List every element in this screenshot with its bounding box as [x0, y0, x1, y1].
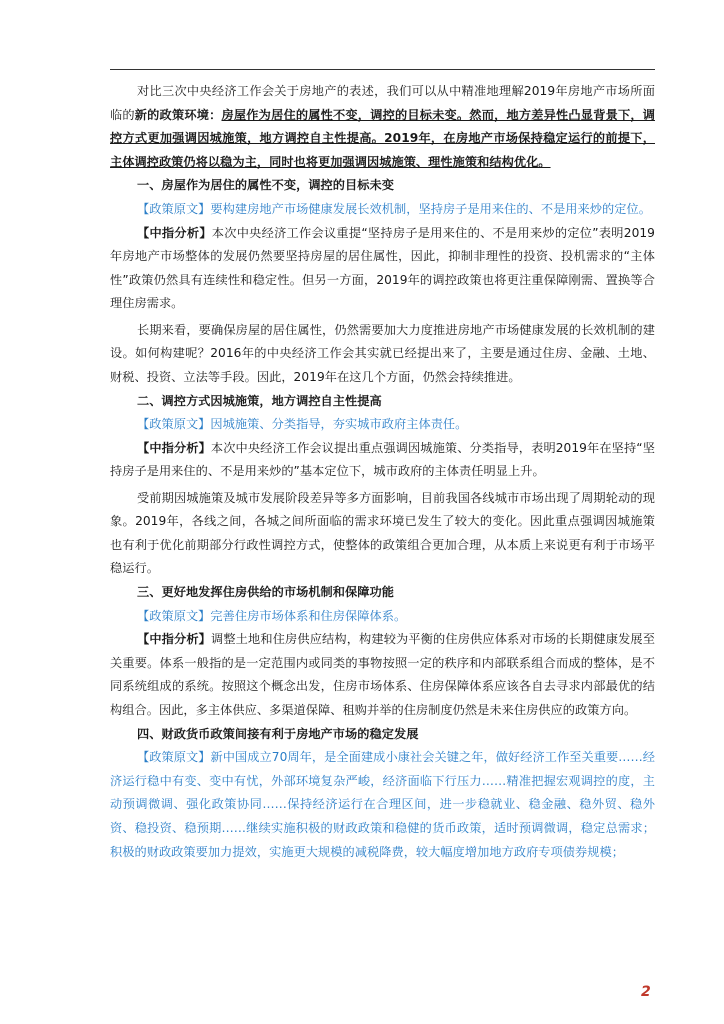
- section-2-heading: 二、调控方式因城施策，地方调控自主性提高: [137, 393, 382, 408]
- section-3-analysis-label: 【中指分析】: [137, 632, 212, 647]
- section-1-analysis-text: 本次中央经济工作会议重提“坚持房子是用来住的、不是用来炒的定位”表明2019年房地产市场整体的发展仍然要坚持房屋的居住属性，因此，抑制非理性的投资、投机需求的“主体性”政策仍然具有连续性和稳定性。但另一方面，2019年的调控政策也将更注重保障刚需、置换等合理住房需求。: [110, 225, 655, 311]
- section-1-policy: 【政策原文】要构建房地产市场健康发展长效机制，坚持房子是用来住的、不是用来炒的定位。: [137, 201, 651, 216]
- section-1-heading: 一、房屋作为居住的属性不变，调控的目标未变: [137, 178, 394, 193]
- intro-lead: 对比三次中央经济工作会关于房地产的表述，我们可以从中精准地理解2019年房地产市场所面临的: [110, 84, 655, 122]
- section-3-analysis: [110, 628, 655, 722]
- header-rule: [110, 69, 655, 70]
- section-3-policy: 【政策原文】完善住房市场体系和住房保障体系。: [137, 608, 407, 623]
- section-3-heading: 三、更好地发挥住房供给的市场机制和保障功能: [137, 585, 394, 600]
- section-2-policy: 【政策原文】因城施策、分类指导，夯实城市政府主体责任。: [137, 417, 468, 432]
- section-3-analysis-text: 调整土地和住房供应结构，构建较为平衡的住房供应体系对市场的长期健康发展至关重要。体系一般指的是一定范围内或同类的事物按照一定的秩序和内部联系组合而成的整体，是不同系统组成的系统。按照这个概念出发，住房市场体系、住房保障体系应该各自去寻求内部最优的结构组合。因此，多主体供应、多渠道保障、租购并举的住房制度仍然是未来住房供应的政策方向。: [110, 632, 655, 718]
- section-1-analysis: [110, 222, 655, 316]
- section-1-extra: 长期来看，要确保房屋的居住属性，仍然需要加大力度推进房地产市场健康发展的长效机制的建设。如何构建呢？2016年的中央经济工作会其实就已经提出来了，主要是通过住房、金融、土地、财税、投资、立法等手段。因此，2019年在这几个方面，仍然会持续推进。: [110, 322, 655, 384]
- section-1-analysis-label: 【中指分析】: [137, 225, 212, 240]
- section-2-extra: 受前期因城施策及城市发展阶段差异等多方面影响，目前我国各线城市市场出现了周期轮动的现象。2019年，各线之间，各城之间所面临的需求环境已发生了较大的变化。因此重点强调因城施策也有利于优化前期部分行政性调控方式，使整体的政策组合更加合理，从本质上来说更有利于市场平稳运行。: [110, 490, 655, 576]
- intro-paragraph: [110, 80, 655, 174]
- section-2-analysis-label: 【中指分析】: [137, 440, 211, 455]
- intro-key-conclusion: 房屋作为居住的属性不变，调控的目标未变。然而，地方差异性凸显背景下，调控方式更加强调因城施策，地方调控自主性提高。2019年，在房地产市场保持稳定运行的前提下，主体调控政策仍将以稳为主，同时也将更加强调因城施策、理性施策和结构优化。: [110, 107, 655, 169]
- page-number: 2: [641, 984, 651, 1000]
- section-4-heading: 四、财政货币政策间接有利于房地产市场的稳定发展: [137, 726, 419, 741]
- section-2-analysis: [110, 437, 655, 484]
- section-2-analysis-text: 本次中央经济工作会议提出重点强调因城施策、分类指导，表明2019年在坚持“坚持房子是用来住的、不是用来炒的”基本定位下，城市政府的主体责任明显上升。: [110, 440, 655, 479]
- intro-bold-lead: 新的政策环境：: [134, 107, 222, 122]
- document-body: [110, 80, 655, 864]
- section-4-policy: 【政策原文】新中国成立70周年，是全面建成小康社会关键之年，做好经济工作至关重要……经济运行稳中有变、变中有忧，外部环境复杂严峻，经济面临下行压力……精准把握宏观调控的度，主动预调微调、强化政策协同……保持经济运行在合理区间，进一步稳就业、稳金融、稳外贸、稳外资、稳投资、稳预期……继续实施积极的财政政策和稳健的货币政策，适时预调微调，稳定总需求；积极的财政政策要加力提效，实施更大规模的减税降费，较大幅度增加地方政府专项债券规模；: [110, 750, 655, 859]
